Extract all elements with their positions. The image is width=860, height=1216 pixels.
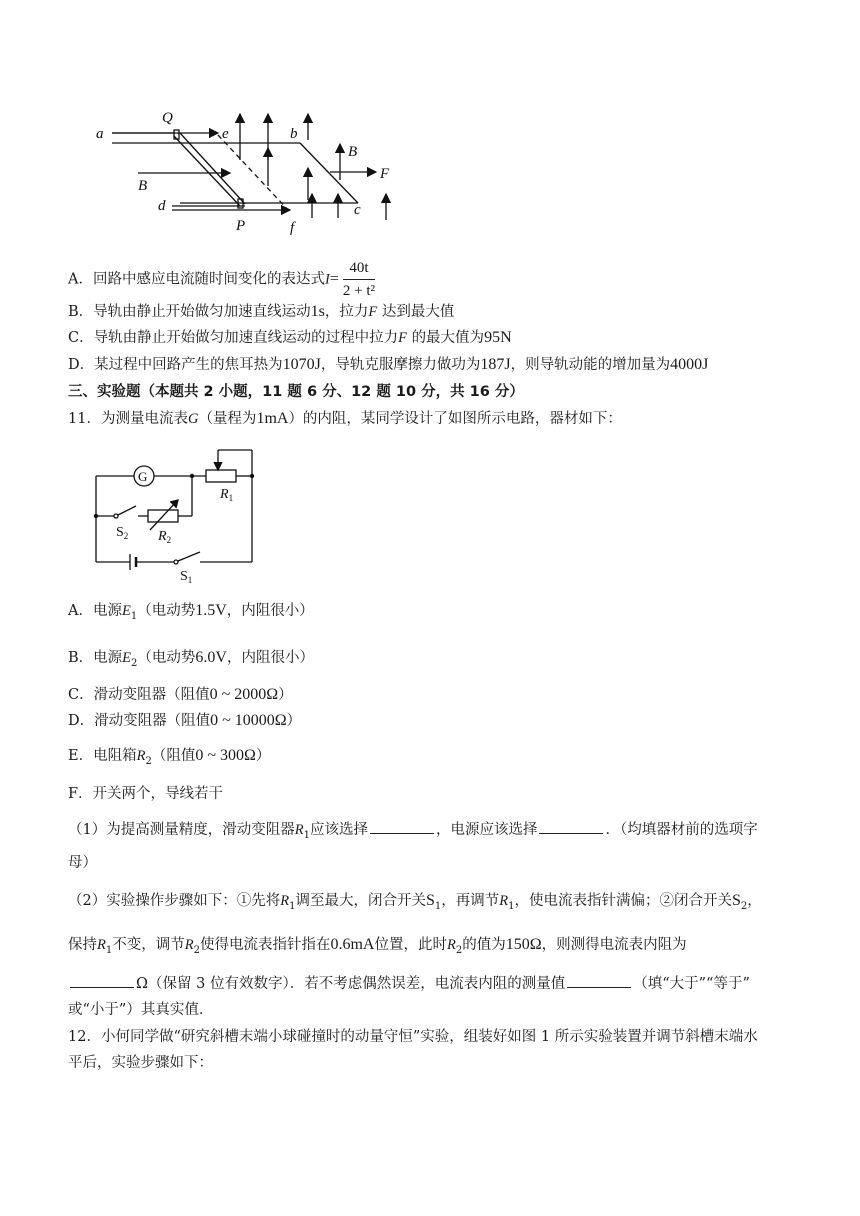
s1-label: S [180, 569, 188, 584]
equipment-e: E．电阻箱$R_2$（阻值0 ~ 300Ω） [68, 747, 271, 767]
label-a: a [96, 126, 104, 142]
part-1-cont: 母） [68, 855, 97, 871]
answer-blank[interactable] [370, 819, 434, 834]
svg-text:R2 [157, 529, 171, 545]
label-b-mid: B [138, 178, 148, 194]
svg-text:S1 [180, 569, 192, 585]
equipment-d: D．滑动变阻器（阻值0 ~ 10000Ω） [68, 712, 302, 729]
part-2-line2: 保持$R_1$不变，调节$R_2$使得电流表指针指在0.6mA位置，此时$R_2$的值为150Ω，则测得电流表内阻为 [68, 936, 687, 956]
label-b: b [290, 126, 298, 142]
question-12-line2: 平后，实验步骤如下： [68, 1055, 213, 1071]
label-p: P [236, 218, 246, 234]
circuit-diagram [88, 440, 268, 590]
answer-blank[interactable] [70, 973, 134, 988]
r2-label: R [158, 529, 167, 544]
option-d: D．某过程中回路产生的焦耳热为1070J，导轨克服摩擦力做功为187J，则导轨动能的增加量为4000J [68, 356, 709, 373]
label-q: Q [162, 110, 173, 126]
label-d: d [158, 198, 166, 214]
s2-label: S [116, 525, 124, 540]
r1-label: R [220, 487, 229, 502]
r2-sub: 2 [166, 535, 172, 545]
equipment-f: F．开关两个，导线若干 [68, 786, 224, 802]
equipment-b: B．电源$E_2$（电动势6.0V，内阻很小） [68, 649, 314, 669]
part-2-line3: Ω（保留 3 位有效数字）．若不考虑偶然误差，电流表内阻的测量值 （填“大于”“等于” [68, 973, 750, 994]
option-a: A．回路中感应电流随时间变化的表达式I= $\frac{40t}{\text{2 + t²}}$ [68, 260, 375, 299]
r1-sub: 1 [228, 493, 234, 503]
part-2-line4: 或“小于”）其真实值． [68, 1002, 214, 1018]
part-1: （1）为提高测量精度，滑动变阻器$R_1$应该选择 ，电源应该选择 ．（均填器材前的选项字 [68, 819, 758, 846]
s1-sub: 1 [187, 575, 193, 585]
option-b: B．导轨由静止开始做匀加速直线运动1s，拉力F 达到最大值 [68, 303, 455, 320]
rail-diagram [90, 100, 410, 240]
svg-text:S2 [116, 525, 128, 541]
label-b-field: B [348, 144, 358, 160]
part-2-line1: （2）实验操作步骤如下：①先将$R_1$调至最大，闭合开关$S_1$，再调节$R_1$，使电流表指针满偏；②闭合开关$S_2$， [68, 892, 762, 912]
label-e: e [222, 126, 229, 142]
label-f-force: F [380, 166, 390, 182]
svg-text:R1 [219, 487, 233, 503]
equipment-c: C．滑动变阻器（阻值0 ~ 2000Ω） [68, 686, 293, 703]
answer-blank[interactable] [567, 973, 631, 988]
label-c: c [354, 202, 361, 218]
option-c: C．导轨由静止开始做匀加速直线运动的过程中拉力F 的最大值为95N [68, 329, 512, 346]
equipment-a: A．电源$E_1$（电动势1.5V，内阻很小） [68, 602, 314, 622]
question-11: 11．为测量电流表G（量程为1mA）的内阻，某同学设计了如图所示电路，器材如下： [68, 410, 622, 427]
section-title: 三、实验题（本题共 2 小题，11 题 6 分、12 题 10 分，共 16 分） [68, 384, 524, 400]
question-12-line1: 12．小何同学做“研究斜槽末端小球碰撞时的动量守恒”实验，组装好如图 1 所示实验装置并调节斜槽末端水 [68, 1029, 758, 1045]
answer-blank[interactable] [539, 819, 603, 834]
s2-sub: 2 [123, 531, 129, 541]
label-f: f [290, 220, 295, 236]
ammeter-label: G [138, 469, 148, 484]
